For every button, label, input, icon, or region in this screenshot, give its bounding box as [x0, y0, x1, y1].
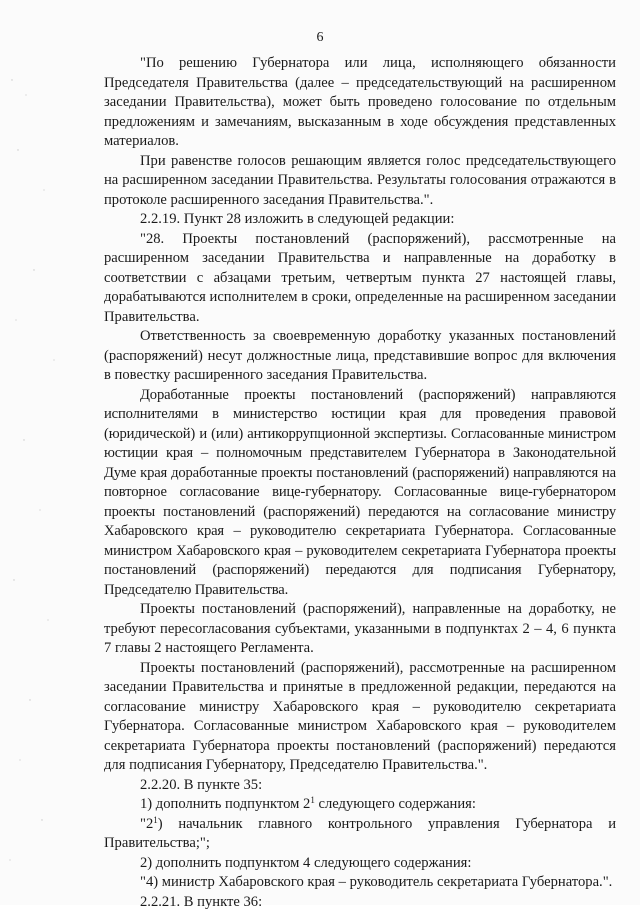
paragraph — [104, 815, 616, 854]
paragraph-text: ) начальник главного контрольного управления Губернатора и Правительства;"; — [104, 816, 616, 852]
paragraph-text: следующего содержания: — [315, 796, 476, 812]
superscript: 1 — [153, 815, 158, 825]
superscript: 1 — [310, 795, 315, 805]
paragraph: 2.2.20. В пункте 35: — [104, 776, 616, 796]
paragraph: Проекты постановлений (распоряжений), рассмотренные на расширенном заседании Правительства и принятые в предложенной редакции, передаются на согласование министру Хабаровского края – руководителю секретариата Губернатора. Согласованные министром Хабаровского края – руководителем секретариата Губернатора проекты постановлений (распоряжений) передаются для подписания Губернатору, Председателю Правительства.". — [104, 659, 616, 776]
paragraph-text: 1) дополнить подпунктом 2 — [140, 796, 310, 812]
page-number: 6 — [0, 30, 640, 46]
paragraph: Проекты постановлений (распоряжений), направленные на доработку, не требуют пересогласования субъектами, указанными в подпунктах 2 – 4, 6 пункта 7 главы 2 настоящего Регламента. — [104, 600, 616, 659]
paragraph: 2.2.19. Пункт 28 изложить в следующей редакции: — [104, 210, 616, 230]
paragraph — [104, 795, 616, 815]
paragraph: Доработанные проекты постановлений (распоряжений) направляются исполнителями в министерство юстиции края для проведения правовой (юридической) и (или) антикоррупционной экспертизы. Согласованные министром юстиции края – полномочным представителем Губернатора в Законодательной Думе края доработанные проекты постановлений (распоряжений) направляются на повторное согласование вице-губернатору. Согласованные вице-губернатором проекты постановлений (распоряжений) передаются на согласование министру Хабаровского края – руководителю секретариата Губернатора. Согласованные министром Хабаровского края – руководителем секретариата Губернатора проекты постановлений (распоряжений) передаются для подписания Губернатору, Председателю Правительства. — [104, 386, 616, 601]
scan-noise-decoration — [4, 60, 64, 880]
paragraph: "28. Проекты постановлений (распоряжений), рассмотренные на расширенном заседании Правительства и направленные на доработку в соответствии с абзацами третьим, четвертым пункта 27 настоящей главы, дорабатываются исполнителем в сроки, определенные на расширенном заседании Правительства. — [104, 230, 616, 328]
paragraph: Ответственность за своевременную доработку указанных постановлений (распоряжений) несут должностные лица, представившие вопрос для включения в повестку расширенного заседания Правительства. — [104, 327, 616, 386]
document-body — [104, 54, 616, 912]
paragraph: "По решению Губернатора или лица, исполняющего обязанности Председателя Правительства (далее – председательствующий на расширенном заседании Правительства), может быть проведено голосование по отдельным предложениям и замечаниям, высказанным в ходе обсуждения представленных материалов. — [104, 54, 616, 152]
paragraph: 2) дополнить подпунктом 4 следующего содержания: — [104, 854, 616, 874]
paragraph-text: "2 — [140, 816, 153, 832]
paragraph: При равенстве голосов решающим является голос председательствующего на расширенном заседании Правительства. Результаты голосования отражаются в протоколе расширенного заседания Правительства.". — [104, 152, 616, 211]
paragraph: "4) министр Хабаровского края – руководитель секретариата Губернатора.". — [104, 873, 616, 893]
paragraph: 2.2.21. В пункте 36: — [104, 893, 616, 912]
